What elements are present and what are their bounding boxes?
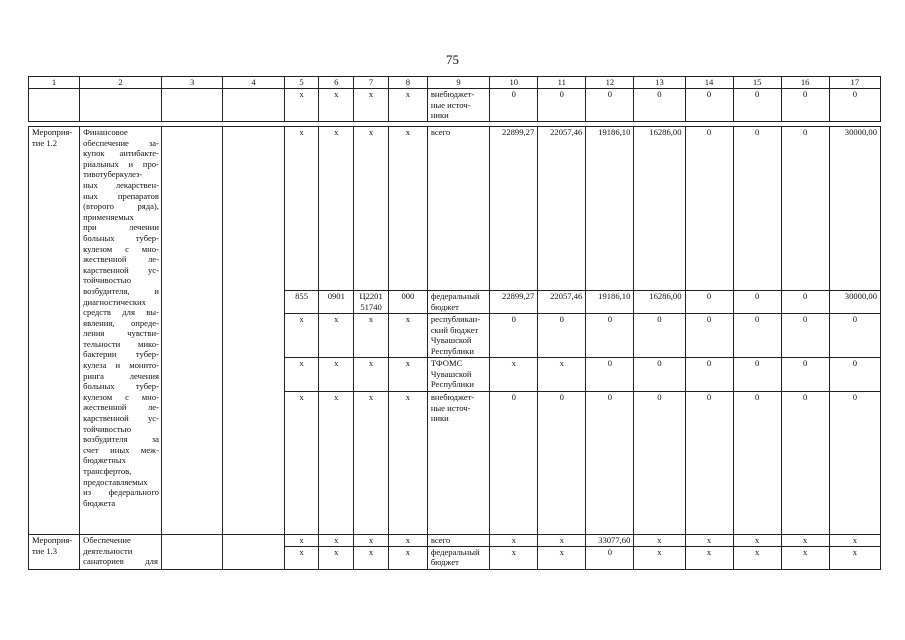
table-cell [223, 127, 284, 535]
table-cell: х [829, 535, 880, 547]
table-cell: 0 [733, 127, 781, 291]
table-cell: 0 [634, 314, 685, 358]
table-cell: х [538, 546, 586, 569]
table-cell: 0 [829, 89, 880, 122]
table-cell: х [388, 127, 427, 291]
table-cell: х [733, 535, 781, 547]
measure-1-2-number: Мероприя- тие 1.2 [29, 127, 80, 535]
table-cell: 0 [781, 127, 829, 291]
table-cell: 22057,46 [538, 127, 586, 291]
table-cell: х [733, 546, 781, 569]
table-cell: х [284, 89, 319, 122]
table-cell: 0 [685, 358, 733, 392]
table-cell: х [388, 314, 427, 358]
table-cell: х [319, 358, 354, 392]
table-cell: 16286,00 [634, 291, 685, 314]
table-cell: х [319, 89, 354, 122]
header-cell: 5 [284, 77, 319, 89]
table-cell: х [388, 535, 427, 547]
table-cell: 0 [538, 392, 586, 535]
table-cell: внебюджет- ные источ- ники [427, 89, 489, 122]
header-cell: 10 [490, 77, 538, 89]
table-cell: 0 [490, 314, 538, 358]
table-cell: х [354, 314, 389, 358]
table-cell: х [284, 546, 319, 569]
table-cell: 30000,00 [829, 291, 880, 314]
table-row [29, 89, 881, 122]
table-cell: федеральный бюджет [427, 546, 489, 569]
table-cell: 0 [586, 314, 634, 358]
table-cell: Ц2201 51740 [354, 291, 389, 314]
header-cell: 4 [223, 77, 284, 89]
table-cell: х [634, 546, 685, 569]
table-cell: х [284, 127, 319, 291]
table-cell: 0 [685, 89, 733, 122]
table-cell: 0 [490, 392, 538, 535]
table-cell: внебюджет- ные источ- ники [427, 392, 489, 535]
table-cell: 855 [284, 291, 319, 314]
header-cell: 9 [427, 77, 489, 89]
table-cell: 22899,27 [490, 127, 538, 291]
table-cell: 0 [634, 392, 685, 535]
table-cell: х [354, 89, 389, 122]
header-cell: 1 [29, 77, 80, 89]
table-cell: х [388, 89, 427, 122]
table-cell: 0 [586, 546, 634, 569]
measure-1-2-description: Финансовое обеспечение за- купок антибакте- риальных и про- тивотуберкулез- ных лекарствен- ных препаратов (второго ряда), применяемых при лечении больных тубер- кулезом с мно- жественной ле- карственной ус- тойчивостью возбудителя, и диагностических средств для вы- явления, опреде- ления чувстви- тельности мико- бактерии тубер- кулеза и монито- ринга лечения больных тубер- кулезом с мно- жественной ле- карственной ус- тойчивостью возбудителя за счет иных меж- бюджетных трансфертов, предоставляемых из федерального бюджета [80, 127, 162, 535]
table-cell: 16286,00 [634, 127, 685, 291]
header-cell: 7 [354, 77, 389, 89]
table-cell: х [284, 314, 319, 358]
table-cell: 0 [733, 392, 781, 535]
table-cell: 22899,27 [490, 291, 538, 314]
table-cell: 0 [538, 314, 586, 358]
table-cell: 0 [685, 314, 733, 358]
table-cell [223, 89, 284, 122]
table-cell [161, 535, 222, 570]
table-cell: 0 [781, 314, 829, 358]
table-cell: х [354, 535, 389, 547]
table-cell: 0 [634, 358, 685, 392]
header-cell: 12 [586, 77, 634, 89]
table-cell: 0 [685, 392, 733, 535]
header-cell: 17 [829, 77, 880, 89]
header-cell: 8 [388, 77, 427, 89]
table-cell: х [319, 314, 354, 358]
table-cell: 0 [685, 291, 733, 314]
table-cell: 0 [733, 358, 781, 392]
table-cell: х [538, 535, 586, 547]
table-cell: х [284, 358, 319, 392]
table-cell: 0 [586, 358, 634, 392]
table-cell: 0 [829, 392, 880, 535]
table-cell: республикан- ский бюджет Чувашской Республики [427, 314, 489, 358]
table-cell: 0 [781, 392, 829, 535]
table-cell: х [284, 535, 319, 547]
table-cell [80, 89, 162, 122]
table-cell: 0 [781, 291, 829, 314]
table-cell: х [354, 392, 389, 535]
table-cell: 0 [634, 89, 685, 122]
header-cell: 2 [80, 77, 162, 89]
table-row [29, 127, 881, 291]
table-cell: всего [427, 535, 489, 547]
table-cell [161, 89, 222, 122]
header-cell: 11 [538, 77, 586, 89]
header-row [29, 77, 881, 89]
table-cell: х [354, 358, 389, 392]
table-cell: 0 [733, 314, 781, 358]
table-cell: х [634, 535, 685, 547]
header-cell: 15 [733, 77, 781, 89]
table-cell: 30000,00 [829, 127, 880, 291]
table-cell: ТФОМС Чувашской Республики [427, 358, 489, 392]
table-cell: 0 [829, 314, 880, 358]
table-cell: х [388, 546, 427, 569]
table-cell [223, 535, 284, 570]
header-cell: 6 [319, 77, 354, 89]
header-cell: 13 [634, 77, 685, 89]
table-cell: х [319, 535, 354, 547]
table-cell [29, 89, 80, 122]
table-cell: х [284, 392, 319, 535]
table-cell: 0 [781, 89, 829, 122]
table-cell: 0 [733, 89, 781, 122]
table-cell: 0 [490, 89, 538, 122]
header-cell: 3 [161, 77, 222, 89]
table-cell: 22057,46 [538, 291, 586, 314]
table-cell: 0 [733, 291, 781, 314]
table-cell: 33077,60 [586, 535, 634, 547]
table-cell: х [319, 392, 354, 535]
page-number: 75 [446, 52, 459, 67]
table-cell: х [490, 358, 538, 392]
table-cell: 0 [538, 89, 586, 122]
table-cell: 0 [829, 358, 880, 392]
table-cell: 000 [388, 291, 427, 314]
table-cell [161, 127, 222, 535]
table-cell: х [354, 127, 389, 291]
table-cell: х [781, 546, 829, 569]
table-cell: 0 [586, 392, 634, 535]
table-cell: 0 [781, 358, 829, 392]
measure-1-3-number: Мероприя- тие 1.3 [29, 535, 80, 570]
measure-1-3-description: Обеспечение деятельности санаториев для [80, 535, 162, 570]
table-cell: х [685, 546, 733, 569]
table-cell: х [538, 358, 586, 392]
header-cell: 16 [781, 77, 829, 89]
table-cell: 19186,10 [586, 127, 634, 291]
table-cell: х [490, 535, 538, 547]
table-cell: 0901 [319, 291, 354, 314]
table-cell: х [388, 358, 427, 392]
table-cell: всего [427, 127, 489, 291]
table-cell: 19186,10 [586, 291, 634, 314]
header-cell: 14 [685, 77, 733, 89]
table-cell: х [319, 127, 354, 291]
table-cell: х [319, 546, 354, 569]
table-cell: 0 [586, 89, 634, 122]
table-row [29, 535, 881, 547]
table-cell: х [685, 535, 733, 547]
table-cell: 0 [685, 127, 733, 291]
budget-table [28, 76, 881, 570]
table-cell: х [354, 546, 389, 569]
table-cell: х [829, 546, 880, 569]
table-cell: х [781, 535, 829, 547]
table-cell: х [388, 392, 427, 535]
table-cell: х [490, 546, 538, 569]
table-cell: федеральный бюджет [427, 291, 489, 314]
